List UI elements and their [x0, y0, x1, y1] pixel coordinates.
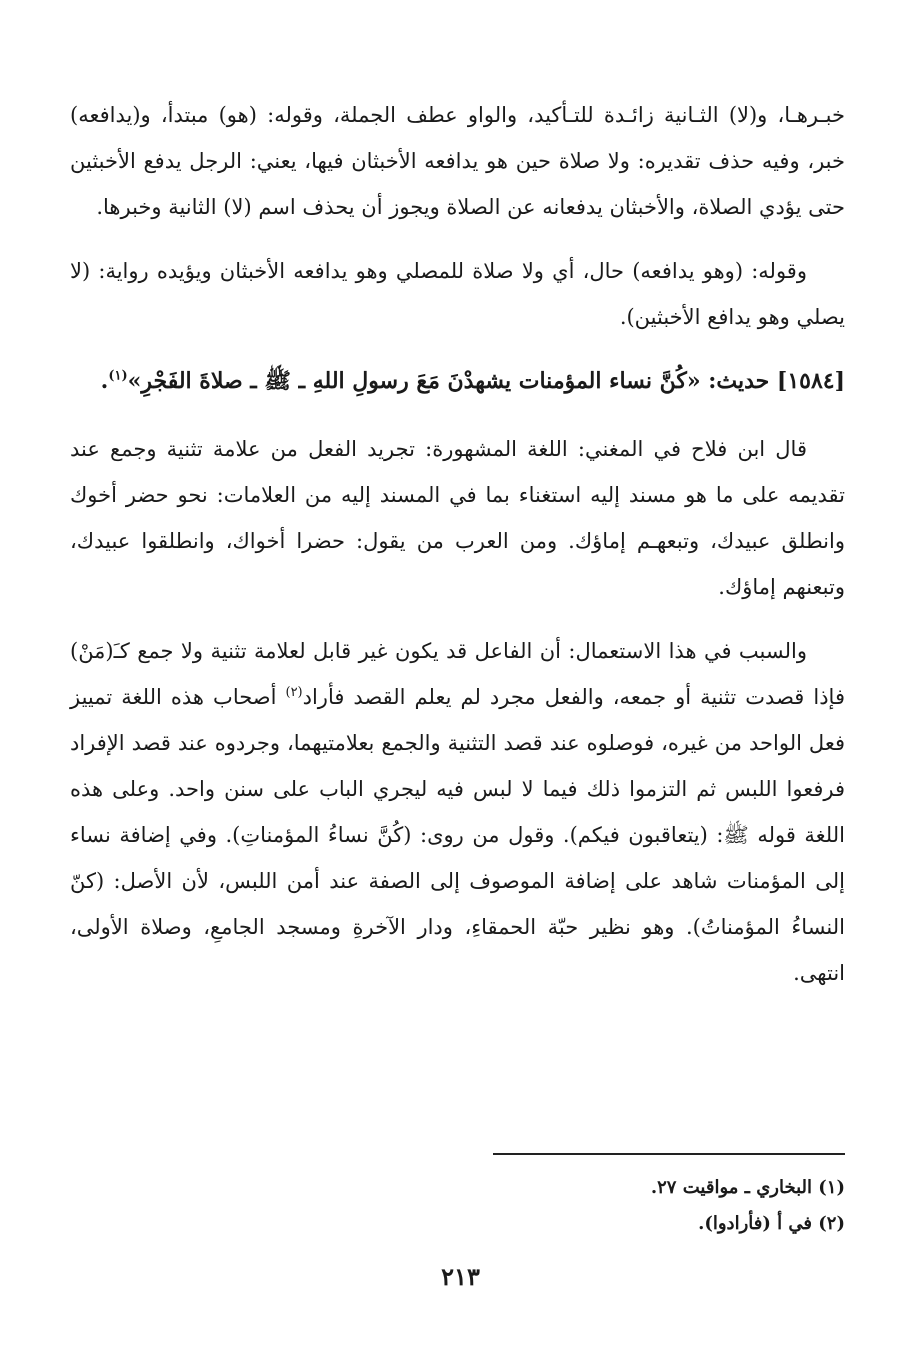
page-number: ٢١٣ [441, 1262, 480, 1291]
hadith-end: . [100, 368, 109, 394]
paragraph-1: خبـرهـا، و(لا) الثـانية زائـدة للتـأكيد، والواو عطف الجملة، وقوله: (هو) مبتدأ، و(يدافعه) خبر، وفيه حذف تقديره: ولا صلاة حين هو يدافعه الأخبثان فيها، يعني: الرجل يدفع الأخبثين حتى يؤدي الصلاة، والأخبثان يدفعانه عن الصلاة ويجوز أن يحذف اسم (لا) الثانية وخبرها. [70, 103, 845, 219]
footnote-1: (١) البخاري ـ مواقيت ٢٧. [650, 1177, 845, 1198]
footnote-ref-2[interactable]: (٢) [285, 685, 303, 700]
hadith-heading [70, 358, 845, 404]
footnotes [70, 1170, 845, 1242]
paragraph-4 [70, 628, 845, 996]
main-text [70, 92, 845, 1014]
footnote-ref-1[interactable]: (١) [108, 368, 128, 384]
paragraph-4-part-a: والسبب في هذا الاستعمال: أن الفاعل قد يكون غير قابل لعلامة تثنية ولا جمع كـَ(مَنْ) فإذا قصدت تثنية أو جمعه، والفعل مجرد لم يعلم القصد فأراد [70, 639, 845, 709]
footnote-2: (٢) في أ (فأرادوا). [698, 1213, 845, 1234]
hadith-text: [١٥٨٤] حديث: «كُنَّ نساء المؤمنات يشهدْنَ مَعَ رسولِ اللهِ ـ ﷺ ـ صلاةَ الفَجْرِ» [127, 368, 845, 394]
paragraph-2: وقوله: (وهو يدافعه) حال، أي ولا صلاة للمصلي وهو يدافعه الأخبثان ويؤيده رواية: (لا يصلي وهو يدافع الأخبثين). [70, 259, 845, 329]
paragraph-3: قال ابن فلاح في المغني: اللغة المشهورة: تجريد الفعل من علامة تثنية وجمع عند تقديمه على ما هو مسند إليه استغناء بما في المسند إليه من العلامات: نحو حضر أخوك وانطلق عبيدك، وتبعهـم إماؤك. ومن العرب من يقول: حضرا أخواك، وانطلقوا عبيدك، وتبعنهم إماؤك. [70, 437, 845, 599]
footnote-divider [493, 1153, 845, 1155]
paragraph-4-part-b: أصحاب هذه اللغة تمييز فعل الواحد من غيره، فوصلوه عند قصد التثنية والجمع بعلامتيهما، وجردوه عند قصد الإفراد فرفعوا اللبس ثم التزموا ذلك فيما لا لبس فيه ليجري الباب على سنن واحد. وعلى هذه اللغة قوله ﷺ: (يتعاقبون فيكم). وقول من روى: (كُنَّ نساءُ المؤمناتِ). وفي إضافة نساء إلى المؤمنات شاهد على إضافة الموصوف إلى الصفة عند أمن اللبس، لأن الأصل: (كنّ النساءُ المؤمناتُ). وهو نظير حبّة الحمقاءِ، ودار الآخرةِ ومسجد الجامعِ، وصلاة الأولى، انتهى. [70, 685, 845, 985]
